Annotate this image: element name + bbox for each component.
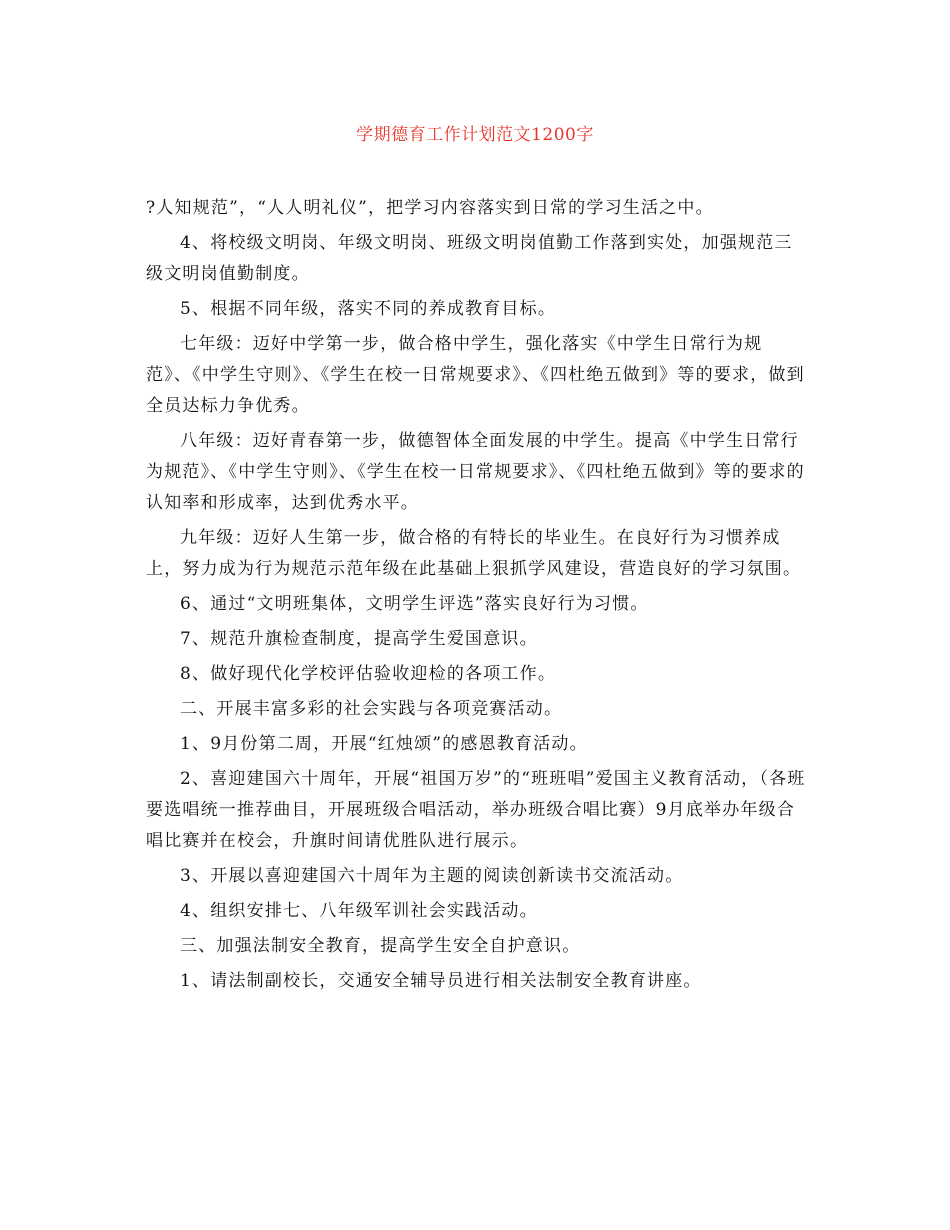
paragraph-activity-3: 3、开展以喜迎建国六十周年为主题的阅读创新读书交流活动。 [180, 866, 684, 886]
paragraph-continuation: ?人知规范”，“人人明礼仪”，把学习内容落实到日常的学习生活之中。 [146, 198, 714, 218]
paragraph-safety-1: 1、请法制副校长，交通安全辅导员进行相关法制安全教育讲座。 [180, 971, 702, 991]
document-title: 学期德育工作计划范文1200字 [356, 125, 594, 145]
paragraph-activity-2: 2、喜迎建国六十周年，开展“祖国万岁”的“班班唱”爱国主义教育活动，（各班要选唱统一推荐曲目，开展班级合唱活动，举办班级合唱比赛）9月底举办年级合唱比赛并在校会，升旗时间请优胜队进行展示。 [146, 769, 806, 851]
paragraph-grade-8: 八年级：迈好青春第一步，做德智体全面发展的中学生。提高《中学生日常行为规范》、《中学生守则》、《学生在校一日常规要求》、《四杜绝五做到》等的要求的认知率和形成率，达到优秀水平。 [146, 431, 805, 513]
paragraph-grade-9: 九年级：迈好人生第一步，做合格的有特长的毕业生。在良好行为习惯养成上，努力成为行为规范示范年级在此基础上狠抓学风建设，营造良好的学习氛围。 [146, 528, 802, 579]
paragraph-item-4: 4、将校级文明岗、年级文明岗、班级文明岗值勤工作落到实处，加强规范三级文明岗值勤制度。 [146, 233, 793, 284]
paragraph-grade-7: 七年级：迈好中学第一步，做合格中学生，强化落实《中学生日常行为规范》、《中学生守则》、《学生在校一日常规要求》、《四杜绝五做到》等的要求，做到全员达标力争优秀。 [146, 334, 805, 416]
paragraph-item-8: 8、做好现代化学校评估验收迎检的各项工作。 [180, 664, 557, 684]
paragraph-activity-4: 4、组织安排七、八年级军训社会实践活动。 [180, 901, 538, 921]
paragraph-item-5: 5、根据不同年级，落实不同的养成教育目标。 [180, 299, 557, 319]
document-body [146, 193, 806, 1001]
section-heading-3: 三、加强法制安全教育，提高学生安全自护意识。 [180, 936, 581, 956]
paragraph-item-7: 7、规范升旗检查制度，提高学生爱国意识。 [180, 629, 538, 649]
paragraph-item-6: 6、通过“文明班集体，文明学生评选”落实良好行为习惯。 [180, 594, 649, 614]
paragraph-activity-1: 1、9月份第二周，开展“红烛颂”的感恩教育活动。 [180, 734, 588, 754]
section-heading-2: 二、开展丰富多彩的社会实践与各项竞赛活动。 [180, 699, 563, 719]
